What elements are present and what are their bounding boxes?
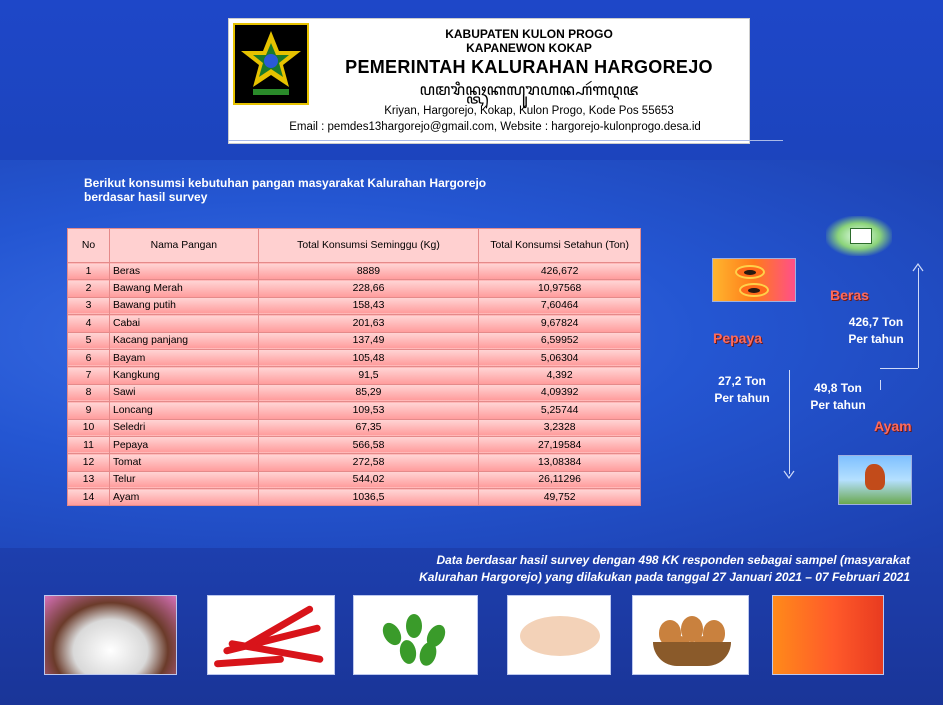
table-row bbox=[68, 332, 641, 349]
kulon-progo-emblem-icon bbox=[233, 23, 309, 105]
cell-no: 9 bbox=[68, 402, 110, 419]
rice-value: 426,7 Ton Per tahun bbox=[848, 315, 904, 346]
cell-food-name: Pepaya bbox=[109, 436, 258, 453]
cell-no: 14 bbox=[68, 489, 110, 506]
cell-weekly: 544,02 bbox=[258, 471, 479, 488]
cell-no: 12 bbox=[68, 454, 110, 471]
intro-line-1: Berikut konsumsi kebutuhan pangan masyarakat Kalurahan Hargorejo bbox=[84, 176, 487, 190]
header-food-name: Nama Pangan bbox=[109, 229, 258, 263]
cell-yearly: 6,59952 bbox=[479, 332, 641, 349]
rice-field-image bbox=[826, 216, 892, 256]
cell-weekly: 201,63 bbox=[258, 315, 479, 332]
cell-yearly: 4,09392 bbox=[479, 384, 641, 401]
cell-food-name: Kacang panjang bbox=[109, 332, 258, 349]
regency-name: KABUPATEN KULON PROGO bbox=[445, 27, 613, 41]
cell-no: 10 bbox=[68, 419, 110, 436]
intro-line-2: berdasar hasil survey bbox=[84, 190, 208, 204]
table-row bbox=[68, 280, 641, 297]
cell-yearly: 10,97568 bbox=[479, 280, 641, 297]
cell-weekly: 137,49 bbox=[258, 332, 479, 349]
government-title: PEMERINTAH KALURAHAN HARGOREJO bbox=[345, 57, 713, 77]
table-header-row bbox=[68, 229, 641, 263]
connector-line bbox=[918, 268, 919, 368]
cell-no: 2 bbox=[68, 280, 110, 297]
header-no: No bbox=[68, 229, 110, 263]
letterhead bbox=[228, 18, 750, 144]
rice-label: Beras bbox=[830, 287, 869, 303]
address: Kriyan, Hargorejo, Kokap, Kulon Progo, Kode Pos 55653 bbox=[384, 105, 674, 117]
cell-food-name: Tomat bbox=[109, 454, 258, 471]
arrow-up-icon bbox=[912, 262, 925, 272]
connector-line bbox=[880, 368, 918, 369]
cell-no: 11 bbox=[68, 436, 110, 453]
rooster-image bbox=[838, 455, 912, 505]
intro-text bbox=[84, 176, 564, 204]
cell-weekly: 228,66 bbox=[258, 280, 479, 297]
survey-footnote: Data berdasar hasil survey dengan 498 KK responden sebagai sampel (masyarakat Kalurahan Hargorejo) yang dilakukan pada tanggal 27 Januari 2021 – 07 Februari 2021 bbox=[419, 553, 910, 584]
chicken-label: Ayam bbox=[874, 418, 912, 434]
header-yearly-total: Total Konsumsi Setahun (Ton) bbox=[479, 229, 641, 263]
cell-no: 13 bbox=[68, 471, 110, 488]
cell-food-name: Bawang Merah bbox=[109, 280, 258, 297]
cell-yearly: 9,67824 bbox=[479, 315, 641, 332]
cell-no: 4 bbox=[68, 315, 110, 332]
cell-weekly: 105,48 bbox=[258, 349, 479, 366]
cell-yearly: 4,392 bbox=[479, 367, 641, 384]
cell-yearly: 426,672 bbox=[479, 263, 641, 280]
table-row bbox=[68, 436, 641, 453]
cell-no: 6 bbox=[68, 349, 110, 366]
table-row bbox=[68, 263, 641, 280]
connector-line bbox=[789, 370, 790, 474]
cell-weekly: 91,5 bbox=[258, 367, 479, 384]
table-row bbox=[68, 384, 641, 401]
cell-weekly: 1036,5 bbox=[258, 489, 479, 506]
cell-yearly: 13,08384 bbox=[479, 454, 641, 471]
cell-food-name: Kangkung bbox=[109, 367, 258, 384]
chicken-value: 49,8 Ton Per tahun bbox=[810, 381, 866, 412]
table-row bbox=[68, 402, 641, 419]
cell-weekly: 272,58 bbox=[258, 454, 479, 471]
cell-yearly: 5,25744 bbox=[479, 402, 641, 419]
cell-weekly: 109,53 bbox=[258, 402, 479, 419]
district-name: KAPANEWON KOKAP bbox=[466, 41, 592, 55]
cell-yearly: 27,19584 bbox=[479, 436, 641, 453]
cell-yearly: 5,06304 bbox=[479, 349, 641, 366]
papaya-image bbox=[712, 258, 796, 302]
table-row bbox=[68, 367, 641, 384]
cell-food-name: Beras bbox=[109, 263, 258, 280]
cell-weekly: 85,29 bbox=[258, 384, 479, 401]
chili-image bbox=[207, 595, 335, 675]
cell-no: 5 bbox=[68, 332, 110, 349]
table-row bbox=[68, 315, 641, 332]
cell-no: 1 bbox=[68, 263, 110, 280]
connector-line bbox=[880, 380, 881, 390]
contact-info: Email : pemdes13hargorejo@gmail.com, Website : hargorejo-kulonprogo.desa.id bbox=[289, 121, 701, 133]
cell-food-name: Bayam bbox=[109, 349, 258, 366]
table-row bbox=[68, 419, 641, 436]
table-row bbox=[68, 489, 641, 506]
cell-weekly: 67,35 bbox=[258, 419, 479, 436]
cell-food-name: Bawang putih bbox=[109, 297, 258, 314]
papaya-value: 27,2 Ton Per tahun bbox=[714, 374, 770, 405]
cell-food-name: Ayam bbox=[109, 489, 258, 506]
cell-yearly: 26,11296 bbox=[479, 471, 641, 488]
cell-yearly: 49,752 bbox=[479, 489, 641, 506]
cell-no: 8 bbox=[68, 384, 110, 401]
table-row bbox=[68, 297, 641, 314]
papaya-label: Pepaya bbox=[713, 330, 763, 346]
cell-no: 7 bbox=[68, 367, 110, 384]
cell-yearly: 7,60464 bbox=[479, 297, 641, 314]
consumption-table bbox=[67, 228, 641, 509]
cell-weekly: 8889 bbox=[258, 263, 479, 280]
javanese-script-title: ꦥꦩꦫꦶꦤ꧀ꦠꦃꦏꦭꦸꦫꦲꦤ꧀ꦲꦂꦒꦉꦗ bbox=[419, 80, 639, 99]
cell-yearly: 3,2328 bbox=[479, 419, 641, 436]
arrow-down-icon bbox=[783, 470, 796, 480]
papaya-fruit-image bbox=[772, 595, 884, 675]
cell-food-name: Cabai bbox=[109, 315, 258, 332]
table-row bbox=[68, 349, 641, 366]
cell-weekly: 158,43 bbox=[258, 297, 479, 314]
cell-weekly: 566,58 bbox=[258, 436, 479, 453]
eggs-image bbox=[632, 595, 749, 675]
table-row bbox=[68, 471, 641, 488]
cell-food-name: Loncang bbox=[109, 402, 258, 419]
table-row bbox=[68, 454, 641, 471]
cell-no: 3 bbox=[68, 297, 110, 314]
raw-chicken-image bbox=[507, 595, 611, 675]
letterhead-rule bbox=[228, 140, 783, 141]
rice-bowl-image bbox=[44, 595, 177, 675]
cell-food-name: Telur bbox=[109, 471, 258, 488]
cell-food-name: Seledri bbox=[109, 419, 258, 436]
cell-food-name: Sawi bbox=[109, 384, 258, 401]
spinach-image bbox=[353, 595, 478, 675]
header-weekly-total: Total Konsumsi Seminggu (Kg) bbox=[258, 229, 479, 263]
